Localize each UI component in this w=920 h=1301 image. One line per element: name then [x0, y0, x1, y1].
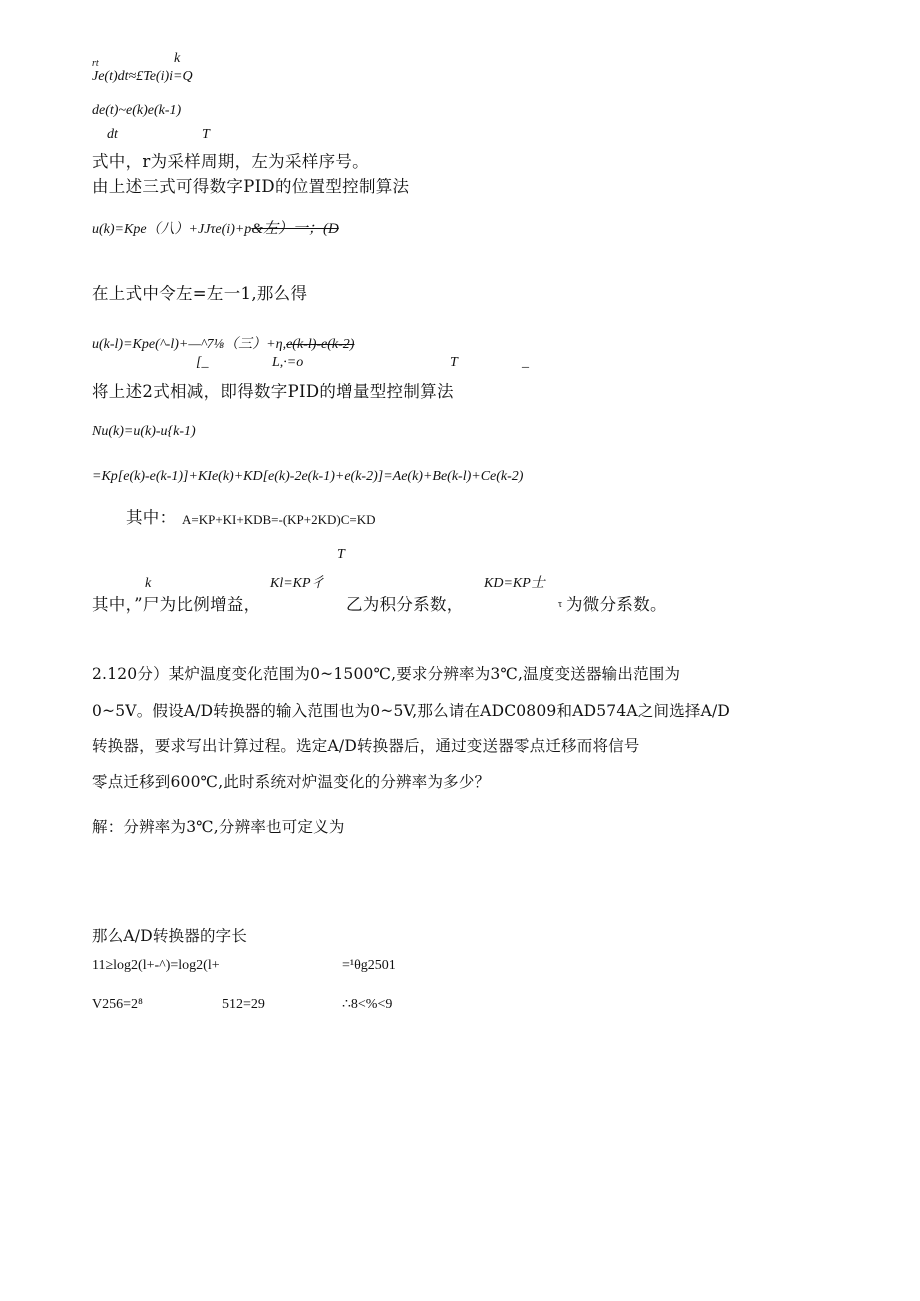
- prev-pid-formula: [92, 335, 354, 352]
- prev-pid-sub-4: _: [522, 355, 529, 370]
- derivative-denominator-dt: dt: [107, 127, 118, 142]
- log-inequality-right: =¹θg2501: [342, 958, 396, 973]
- power-a: V256=2⁸: [92, 997, 143, 1012]
- gain-ki-formula: Kl=KP彳: [270, 576, 325, 591]
- gain-T: T: [337, 547, 345, 562]
- log-inequality-left: 11≥log2(l+-^)=log2(l+: [92, 958, 220, 973]
- prev-pid-main: u(k-l)=Kpe(^-l)+—^7⅛（三）+η,: [92, 337, 287, 352]
- gain-tau: τ: [558, 599, 563, 610]
- q2-line-2: 0~5V。假设A/D转换器的输入范围也为0~5V,那么请在ADC0809和AD574A之间选择A/D: [92, 702, 731, 720]
- wordlength-line: 那么A/D转换器的字长: [92, 927, 248, 945]
- gains-text-a: 其中，”尸为比例增益，: [92, 595, 261, 614]
- gains-text-c: 为微分系数。: [566, 595, 667, 614]
- derivative-formula: de(t)~e(k)e(k-1): [92, 103, 182, 118]
- gain-kd-formula: KD=KP士: [484, 576, 545, 591]
- position-pid-intro: 由上述三式可得数字PID的位置型控制算法: [92, 177, 410, 196]
- shift-note: 在上式中令左=左一1,那么得: [92, 284, 308, 303]
- position-pid-formula: [92, 220, 339, 237]
- coef-prefix: 其中：: [126, 508, 177, 527]
- integral-formula: Je(t)dt≈£Te(i)i=Q: [92, 69, 193, 84]
- sum-upper-index: k: [174, 51, 181, 66]
- position-pid-struck: &左）一；(D: [251, 221, 339, 237]
- incremental-pid-formula: =Kp[e(k)-e(k-1)]+KIe(k)+KD[e(k)-2e(k-1)+e(k-2)]=Ae(k)+Be(k-l)+Ce(k-2): [92, 469, 524, 484]
- power-b: 512=29: [222, 997, 265, 1012]
- bits-range: ∴8<%<9: [342, 997, 393, 1012]
- coef-formula: A=KP+KI+KDB=-(KP+2KD)C=KD: [182, 512, 376, 527]
- integral-upper-limit: rt: [92, 58, 99, 69]
- prev-pid-sub-3: T: [450, 355, 458, 370]
- solution-line: 解：分辨率为3℃,分辨率也可定义为: [92, 818, 345, 836]
- derivative-denominator-T: T: [202, 127, 210, 142]
- prev-pid-sub-2: L,∙=o: [272, 355, 304, 370]
- q2-line-3: 转换器，要求写出计算过程。选定A/D转换器后，通过变送器零点迁移而将信号: [92, 737, 640, 755]
- incremental-pid-intro: 将上述2式相减，即得数字PID的增量型控制算法: [92, 382, 454, 401]
- q2-line-4: 零点迁移到600℃,此时系统对炉温变化的分辨率为多少？: [92, 773, 491, 791]
- gains-text-b: 乙为积分系数，: [346, 595, 464, 614]
- sampling-note: 式中，r为采样周期，左为采样序号。: [92, 152, 369, 171]
- position-pid-main: u(k)=Kpe（八）+JJτe(i)+p: [92, 222, 252, 237]
- prev-pid-sub-1: [_: [196, 355, 209, 370]
- q2-line-1: 2.120分）某炉温度变化范围为0~1500℃,要求分辨率为3℃,温度变送器输出范围为: [92, 665, 681, 683]
- prev-pid-struck: e(k-l)-e(k-2): [286, 337, 355, 352]
- gain-k: k: [145, 576, 152, 591]
- delta-u-formula: Nu(k)=u(k)-u{k-1): [92, 424, 196, 439]
